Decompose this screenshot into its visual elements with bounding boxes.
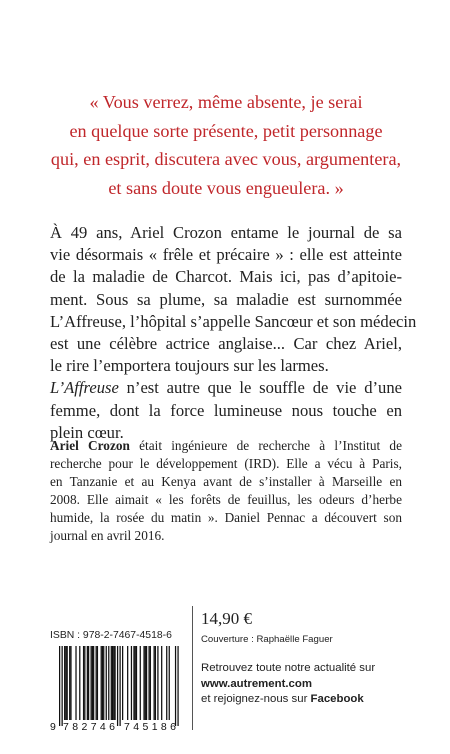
- barcode-bar: [177, 646, 178, 726]
- facebook-link[interactable]: Facebook: [310, 693, 364, 706]
- author-bio: [50, 437, 402, 546]
- barcode-bar: [91, 646, 92, 720]
- quote-line: « Vous verrez, même absente, je serai: [89, 92, 363, 112]
- barcode-bar: [143, 646, 144, 720]
- publisher-line: [201, 677, 375, 693]
- barcode-digits-left: 9: [50, 721, 56, 733]
- barcode-bar: [59, 646, 60, 726]
- barcode-bar: [69, 646, 70, 720]
- barcode-bar: [108, 646, 109, 720]
- barcode-bar: [114, 646, 115, 720]
- barcode: [49, 644, 187, 734]
- barcode-bar: [135, 646, 136, 720]
- publisher-line-prefix: et rejoignez-nous sur: [201, 693, 311, 706]
- bio-line: en Tanzanie et au Kenya avant de s’installer à Marseille en: [50, 474, 402, 490]
- blurb-line: de la maladie de Charcot. Mais ici, pas d’apitoie-: [50, 267, 402, 287]
- barcode-bar: [154, 646, 155, 720]
- barcode-bar: [84, 646, 85, 720]
- blurb-line: est une célèbre actrice anglaise... Car chez Ariel,: [50, 334, 402, 354]
- barcode-bar: [65, 646, 66, 720]
- barcode-bar: [97, 646, 98, 720]
- bio-line: recherche pour le développement (IRD). Elle a vécu à Paris,: [50, 456, 402, 472]
- blurb-line: vie désormais « frêle et précaire » : elle est atteinte: [50, 245, 402, 265]
- barcode-bar: [79, 646, 80, 720]
- barcode-bar: [102, 646, 103, 720]
- barcode-bar: [75, 646, 76, 720]
- barcode-bar: [146, 646, 147, 720]
- barcode-bar: [106, 646, 107, 720]
- barcode-bar: [148, 646, 149, 720]
- barcode-bar: [119, 646, 120, 726]
- barcode-bar: [111, 646, 112, 720]
- barcode-bar: [83, 646, 84, 720]
- barcode-bar: [140, 646, 141, 720]
- barcode-bar: [70, 646, 71, 720]
- barcode-bar: [103, 646, 104, 720]
- barcode-digits-mid: 782746: [63, 721, 115, 733]
- barcode-bar: [62, 646, 63, 726]
- barcode-bar: [112, 646, 113, 720]
- bio-line: humide, la rosée du matin ». Daniel Pennac a découvert son: [50, 510, 402, 526]
- author-name: Ariel Crozon: [50, 438, 130, 453]
- book-title-italic: L’Affreuse: [50, 378, 119, 398]
- blurb-line: [50, 377, 402, 399]
- barcode-digits-right: 745186: [124, 721, 176, 733]
- blurb-line: le rire l’emportera toujours sur les larmes.: [50, 356, 329, 376]
- barcode-bar: [169, 646, 170, 720]
- barcode-bar: [133, 646, 134, 720]
- barcode-bar: [87, 646, 88, 720]
- quote-line: en quelque sorte présente, petit personnage: [69, 120, 383, 141]
- barcode-bar: [96, 646, 97, 720]
- barcode-bar: [67, 646, 68, 720]
- barcode-bar: [161, 646, 162, 720]
- blurb-line: L’Affreuse, l’hôpital s’appelle Sancœur et son médecin: [50, 311, 417, 331]
- barcode-bar: [64, 646, 65, 720]
- isbn-label: ISBN : 978-2-7467-4518-6: [50, 630, 172, 641]
- bio-line-rest: était ingénieure de recherche à l’Institut de: [129, 438, 402, 453]
- website-link[interactable]: www.autrement.com: [201, 677, 312, 690]
- blurb-line-rest: n’est autre que le souffle de vie d’une: [118, 378, 402, 398]
- bio-line: 2008. Elle aimait « les forêts de feuillus, les odeurs d’herbe: [50, 492, 402, 508]
- cover-credit: Couverture : Raphaëlle Faguer: [201, 634, 333, 645]
- blurb-line: femme, dont la force lumineuse nous touche en: [50, 400, 402, 420]
- quote-line: et sans doute vous engueulera. »: [108, 177, 344, 198]
- publisher-info: [201, 661, 375, 708]
- barcode-bar: [88, 646, 89, 720]
- barcode-bar: [157, 646, 158, 720]
- bio-line: [50, 437, 402, 455]
- barcode-bar: [122, 646, 123, 720]
- barcode-bar: [117, 646, 118, 726]
- barcode-bar: [150, 646, 151, 720]
- barcode-bar: [131, 646, 132, 720]
- barcode-bar: [101, 646, 102, 720]
- barcode-bar: [175, 646, 176, 726]
- bio-line: journal en avril 2016.: [50, 528, 165, 544]
- barcode-graphic: [49, 644, 187, 734]
- blurb-line: ment. Sous sa plume, sa maladie est surnommée: [50, 289, 402, 309]
- publisher-line: [201, 692, 375, 708]
- book-blurb: [50, 222, 417, 444]
- barcode-bar: [92, 646, 93, 720]
- price: 14,90 €: [201, 609, 252, 628]
- quote-line: qui, en esprit, discutera avec vous, argumentera,: [50, 149, 402, 169]
- barcode-bar: [136, 646, 137, 720]
- pull-quote: [40, 88, 412, 202]
- barcode-bar: [166, 646, 167, 720]
- barcode-bar: [93, 646, 94, 720]
- blurb-line: plein cœur.: [50, 422, 124, 442]
- blurb-line: À 49 ans, Ariel Crozon entame le journal de sa: [50, 223, 402, 242]
- publisher-line: Retrouvez toute notre actualité sur: [201, 662, 376, 674]
- barcode-bar: [145, 646, 146, 720]
- vertical-divider: [192, 606, 193, 730]
- barcode-bar: [127, 646, 128, 720]
- barcode-bar: [113, 646, 114, 720]
- barcode-bar: [155, 646, 156, 720]
